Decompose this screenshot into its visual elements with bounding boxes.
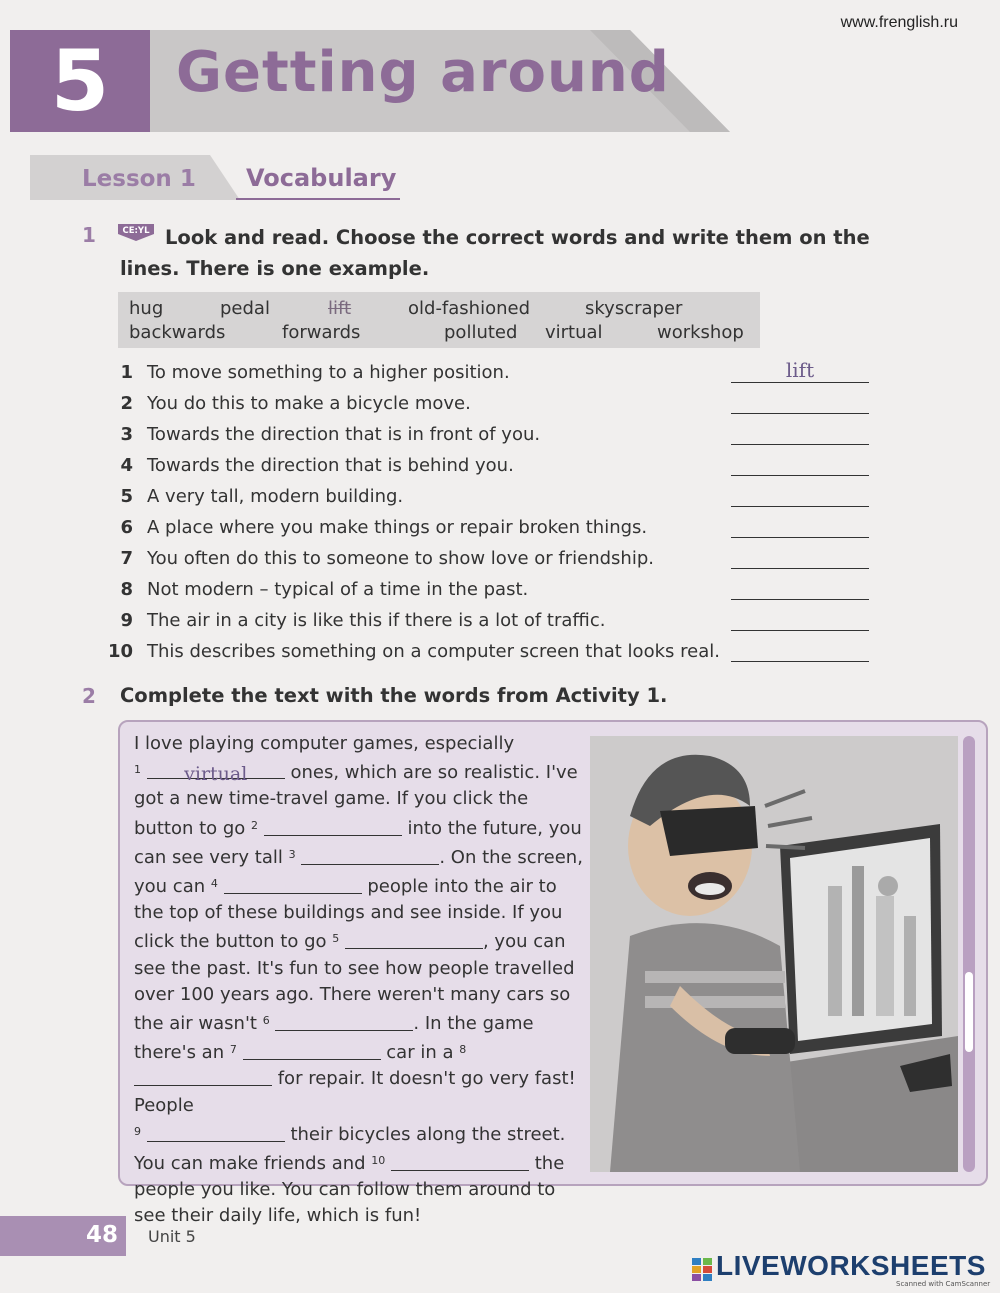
vr-boy-illustration: [590, 736, 958, 1172]
word-workshop: workshop: [657, 322, 744, 343]
question-row: [108, 358, 878, 392]
liveworksheets-brand[interactable]: LIVEWORKSHEETS: [716, 1250, 986, 1281]
question-row: [108, 517, 878, 547]
question-text: A place where you make things or repair broken things.: [147, 517, 648, 538]
gap-6[interactable]: [275, 1014, 413, 1031]
question-number: 2: [120, 393, 133, 414]
question-number: 10: [107, 641, 133, 662]
question-number: 6: [120, 517, 133, 538]
text-segment: ones, which are so realistic. I've got a new time-travel game. If you click the button to go: [134, 762, 578, 839]
word-polluted: polluted: [444, 322, 518, 343]
text-segment: . On the screen, you can: [134, 846, 583, 898]
question-text: You do this to make a bicycle move.: [147, 393, 471, 414]
site-url[interactable]: www.frenglish.ru: [840, 14, 958, 31]
gap-number: 10: [371, 1154, 386, 1168]
question-text: To move something to a higher position.: [147, 362, 510, 383]
question-row: [108, 393, 878, 423]
word-lift-example: lift: [328, 298, 352, 319]
answer-line[interactable]: [731, 413, 869, 414]
lesson-topic: Vocabulary: [246, 164, 397, 192]
activity2-number: 2: [82, 684, 96, 708]
scanner-note: Scanned with CamScanner: [896, 1280, 991, 1288]
question-number: 9: [120, 610, 133, 631]
question-text: Towards the direction that is behind you.: [147, 455, 514, 476]
text-segment: , you can see the past. It's fun to see how people travelled over 100 years ago. There weren't many cars so the air wasn't: [134, 931, 575, 1035]
word-pedal: pedal: [220, 298, 270, 319]
activity1-number: 1: [82, 223, 96, 247]
question-number: 7: [120, 548, 133, 569]
text-segment: people into the air to the top of these buildings and see inside. If you click the button to go: [134, 876, 563, 953]
gap-1[interactable]: [147, 762, 285, 786]
text-segment: their bicycles along the street. You can make friends and: [134, 1123, 566, 1175]
answer-line[interactable]: [731, 475, 869, 476]
question-number: 5: [120, 486, 133, 507]
activity2-instruction: Complete the text with the words from Activity 1.: [120, 684, 668, 707]
question-row: [108, 610, 878, 640]
question-text: You often do this to someone to show love or friendship.: [147, 548, 654, 569]
text-segment: . In the game there's an: [134, 1013, 534, 1064]
gap-number: 5: [332, 932, 340, 946]
word-box: [118, 292, 760, 348]
text-segment: for repair. It doesn't go very fast! People: [134, 1068, 576, 1116]
gap-8[interactable]: [134, 1069, 272, 1086]
answer-example: lift: [785, 358, 815, 382]
word-forwards: forwards: [282, 322, 361, 343]
gap-number: 8: [459, 1043, 467, 1057]
topic-underline: [236, 198, 400, 200]
question-number: 1: [120, 362, 133, 383]
gap-number: 6: [262, 1014, 270, 1028]
question-row: [108, 579, 878, 609]
gap-2[interactable]: [264, 819, 402, 836]
gap-number: 4: [210, 877, 218, 891]
gap-9[interactable]: [147, 1125, 285, 1142]
unit-footer-label: Unit 5: [148, 1227, 196, 1246]
reading-text: [134, 731, 584, 1230]
gap-7[interactable]: [243, 1043, 381, 1060]
question-text: A very tall, modern building.: [147, 486, 404, 507]
answer-line[interactable]: [731, 599, 869, 600]
answer-line[interactable]: [731, 537, 869, 538]
word-virtual: virtual: [545, 322, 603, 343]
question-row: [108, 548, 878, 578]
gap-number: 9: [134, 1124, 141, 1138]
question-row: [108, 455, 878, 485]
lesson-label: Lesson 1: [82, 166, 196, 192]
gap-10[interactable]: [391, 1154, 529, 1171]
cambridge-exam-badge-icon: [117, 222, 155, 242]
panel-scrollbar[interactable]: [963, 736, 975, 1172]
badge-label: CE:YL: [122, 226, 150, 236]
unit-title: Getting around: [176, 40, 670, 105]
answer-line[interactable]: [731, 568, 869, 569]
gap-answer: virtual: [184, 763, 248, 786]
question-text: The air in a city is like this if there is a lot of traffic.: [147, 610, 606, 631]
gap-5[interactable]: [345, 932, 483, 949]
activity1-instruction: Look and read. Choose the correct words and write them on the lines. There is one example.: [120, 226, 870, 280]
question-number: 8: [120, 579, 133, 600]
gap-number: 2: [251, 818, 259, 832]
liveworksheets-logo-icon: [692, 1258, 712, 1282]
answer-line[interactable]: [731, 444, 869, 445]
question-row: [108, 486, 878, 516]
word-skyscraper: skyscraper: [585, 298, 683, 319]
answer-line[interactable]: [731, 382, 869, 383]
gap-3[interactable]: [301, 848, 439, 865]
question-number: 3: [120, 424, 133, 445]
text-segment: car in a: [380, 1042, 460, 1064]
word-old-fashioned: old-fashioned: [408, 298, 531, 319]
question-row: [108, 641, 878, 671]
gap-4[interactable]: [224, 877, 362, 894]
gap-number: 3: [288, 847, 296, 861]
gap-number: 7: [229, 1043, 237, 1057]
page-number: 48: [86, 1222, 119, 1248]
text-segment: into the future, you can see very tall: [134, 817, 582, 868]
answer-line[interactable]: [731, 661, 869, 662]
scrollbar-thumb[interactable]: [965, 972, 973, 1052]
question-number: 4: [120, 455, 133, 476]
word-backwards: backwards: [129, 322, 226, 343]
answer-line[interactable]: [731, 630, 869, 631]
text-segment: I love playing computer games, especially: [134, 733, 515, 754]
answer-line[interactable]: [731, 506, 869, 507]
question-text: Not modern – typical of a time in the past.: [147, 579, 529, 600]
word-hug: hug: [129, 298, 164, 319]
unit-number: 5: [10, 30, 150, 132]
gap-number: 1: [134, 763, 141, 777]
question-text: This describes something on a computer screen that looks real.: [147, 641, 720, 662]
text-segment: the people you like. You can follow them around to see their daily life, which is fun!: [134, 1153, 565, 1227]
question-row: [108, 424, 878, 454]
question-text: Towards the direction that is in front of you.: [147, 424, 541, 445]
